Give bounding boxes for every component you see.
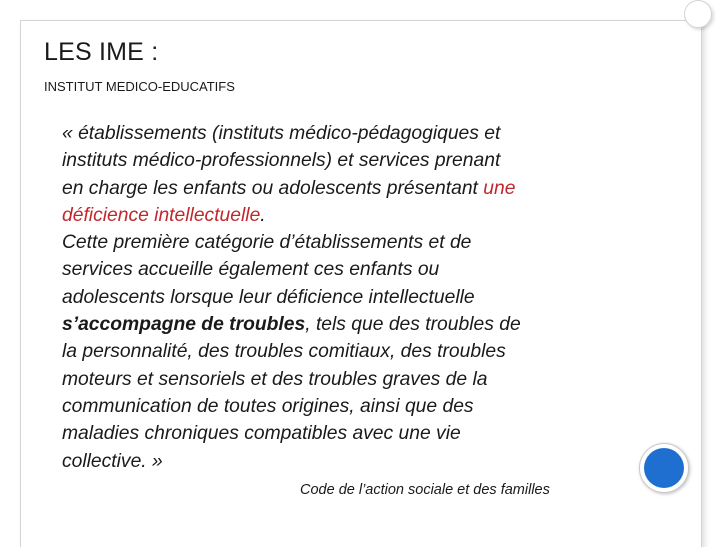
quote-line: . (260, 204, 266, 226)
decorative-circle (684, 0, 712, 28)
quote-line: collective. » (62, 450, 163, 472)
slide-title: LES IME : (44, 38, 159, 66)
highlighted-term: déficience intellectuelle (62, 204, 261, 226)
quote-line: Cette première catégorie d’établissements et de (62, 232, 472, 254)
quote-line: en charge les enfants ou adolescents présentant (62, 177, 484, 199)
source-citation: Code de l’action sociale et des familles (300, 482, 550, 498)
quote-line: la personnalité, des troubles comitiaux, des troubles (62, 341, 506, 363)
quote-line: services accueille également ces enfants ou (62, 259, 440, 281)
blue-circle-icon (639, 443, 689, 493)
emphasized-term: s’accompagne de troubles (62, 314, 306, 336)
slide-subtitle: INSTITUT MEDICO-EDUCATIFS (44, 79, 235, 94)
highlighted-term: une (483, 177, 516, 199)
quote-line: maladies chroniques compatibles avec une vie (62, 423, 461, 445)
blue-dot-icon (644, 448, 684, 488)
quote-paragraph (62, 120, 622, 475)
quote-line: , tels que des troubles de (305, 314, 521, 336)
quote-line: « établissements (instituts médico-pédagogiques et (62, 123, 501, 144)
quote-line: communication de toutes origines, ainsi que des (62, 395, 474, 417)
quote-line: adolescents lorsque leur déficience intellectuelle (62, 286, 475, 308)
quote-line: moteurs et sensoriels et des troubles graves de la (62, 368, 488, 390)
quote-line: instituts médico-professionnels) et services prenant (62, 150, 501, 172)
